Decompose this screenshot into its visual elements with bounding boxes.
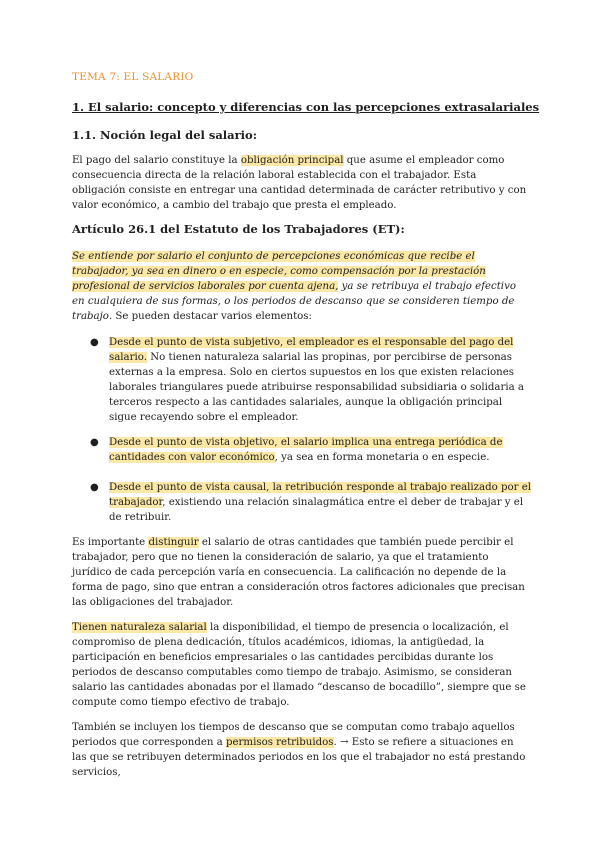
list-item: [72, 435, 532, 465]
article-heading: Artículo 26.1 del Estatuto de los Trabajadores (ET):: [72, 222, 405, 236]
text: . Se pueden destacar varios elementos:: [108, 311, 312, 322]
bullet-list: [72, 480, 532, 525]
list-item: [72, 335, 532, 425]
topic-title: TEMA 7: EL SALARIO: [72, 71, 194, 83]
bullet-icon: ●: [90, 437, 99, 448]
bullet-list: [72, 435, 532, 465]
text: Es importante: [72, 537, 149, 548]
text: También se incluyen los tiempos de descanso que se computan como trabajo aquellos periodos que corresponden a: [72, 722, 515, 748]
bullet-list: [72, 335, 532, 425]
list-item: [72, 480, 532, 525]
highlight: permisos retribuidos: [226, 737, 334, 748]
highlight: Desde el punto de vista causal, la retribución responde al trabajo realizado por el trabajador: [109, 482, 532, 508]
text: . → Esto se refiere a situaciones en las que se retribuyen determinados periodos en los que el trabajador no está prestando servicios,: [72, 737, 526, 778]
highlight: Se entiende por salario el conjunto de percepciones económicas que recibe el trabajador, ya sea en dinero o en especie, como compensación por la prestación profesional de servicios laborales por cuenta ajena,: [72, 251, 486, 292]
paragraph-definition: [72, 249, 527, 324]
text: No tienen naturaleza salarial las propinas, por percibirse de personas externas a la empresa. Solo en ciertos supuestos en los que existen relaciones laborales triangulares puede atribuirse responsabilidad subsidiaria o solidaria a terceros respecto a las cantidades salariales, aunque la obligación principal sigue recayendo sobre el empleador.: [109, 352, 524, 423]
highlight: obligación principal: [240, 155, 344, 166]
bullet-icon: ●: [90, 482, 99, 493]
highlight: Desde el punto de vista objetivo, el salario implica una entrega periódica de cantidades con valor económico: [109, 437, 503, 463]
highlight: Tienen naturaleza salarial: [72, 622, 207, 633]
text: que asume el empleador como consecuencia directa de la relación laboral establecida con el trabajador. Esta obligación consiste en entregar una cantidad determinada de carácter retributivo y con valor económico, a cambio del trabajo que presta el empleado.: [72, 155, 527, 211]
paragraph-salary-payment: [72, 153, 527, 213]
bullet-icon: ●: [90, 337, 99, 348]
text: ya se retribuya el trabajo efectivo en cualquiera de sus formas, o los periodos de descanso que se consideren tiempo de trabajo: [72, 281, 516, 322]
text: , existiendo una relación sinalagmática entre el deber de trabajar y el de retribuir.: [109, 497, 524, 523]
highlight: Desde el punto de vista subjetivo, el empleador es el responsable del pago del salario.: [109, 337, 514, 363]
paragraph-paid-leave: [72, 720, 527, 780]
text: la disponibilidad, el tiempo de presencia o localización, el compromiso de plena dedicación, títulos académicos, idiomas, la antigüedad, la participación en beneficios empresariales o las cantidades percibidas durante los periodos de descanso computables como tiempo de trabajo. Asimismo, se consideran salario las cantidades abonadas por el llamado “descanso de bocadillo”, siempre que se compute como tiempo efectivo de trabajo.: [72, 622, 526, 708]
text: el salario de otras cantidades que también puede percibir el trabajador, pero que no tienen la consideración de salario, ya que el tratamiento jurídico de cada percepción varía en consecuencia. La calificación no depende de la forma de pago, sino que entran a consideración otros factores adicionales que precisan las obligaciones del trabajador.: [72, 537, 525, 608]
text: El pago del salario constituye la: [72, 155, 241, 166]
paragraph-distinguish: [72, 535, 527, 610]
highlight: distinguir: [148, 537, 199, 548]
paragraph-salary-nature: [72, 620, 527, 710]
section-heading: 1. El salario: concepto y diferencias con las percepciones extrasalariales: [72, 100, 540, 114]
text: , ya sea en forma monetaria o en especie.: [274, 452, 490, 463]
subsection-heading: 1.1. Noción legal del salario:: [72, 128, 257, 142]
